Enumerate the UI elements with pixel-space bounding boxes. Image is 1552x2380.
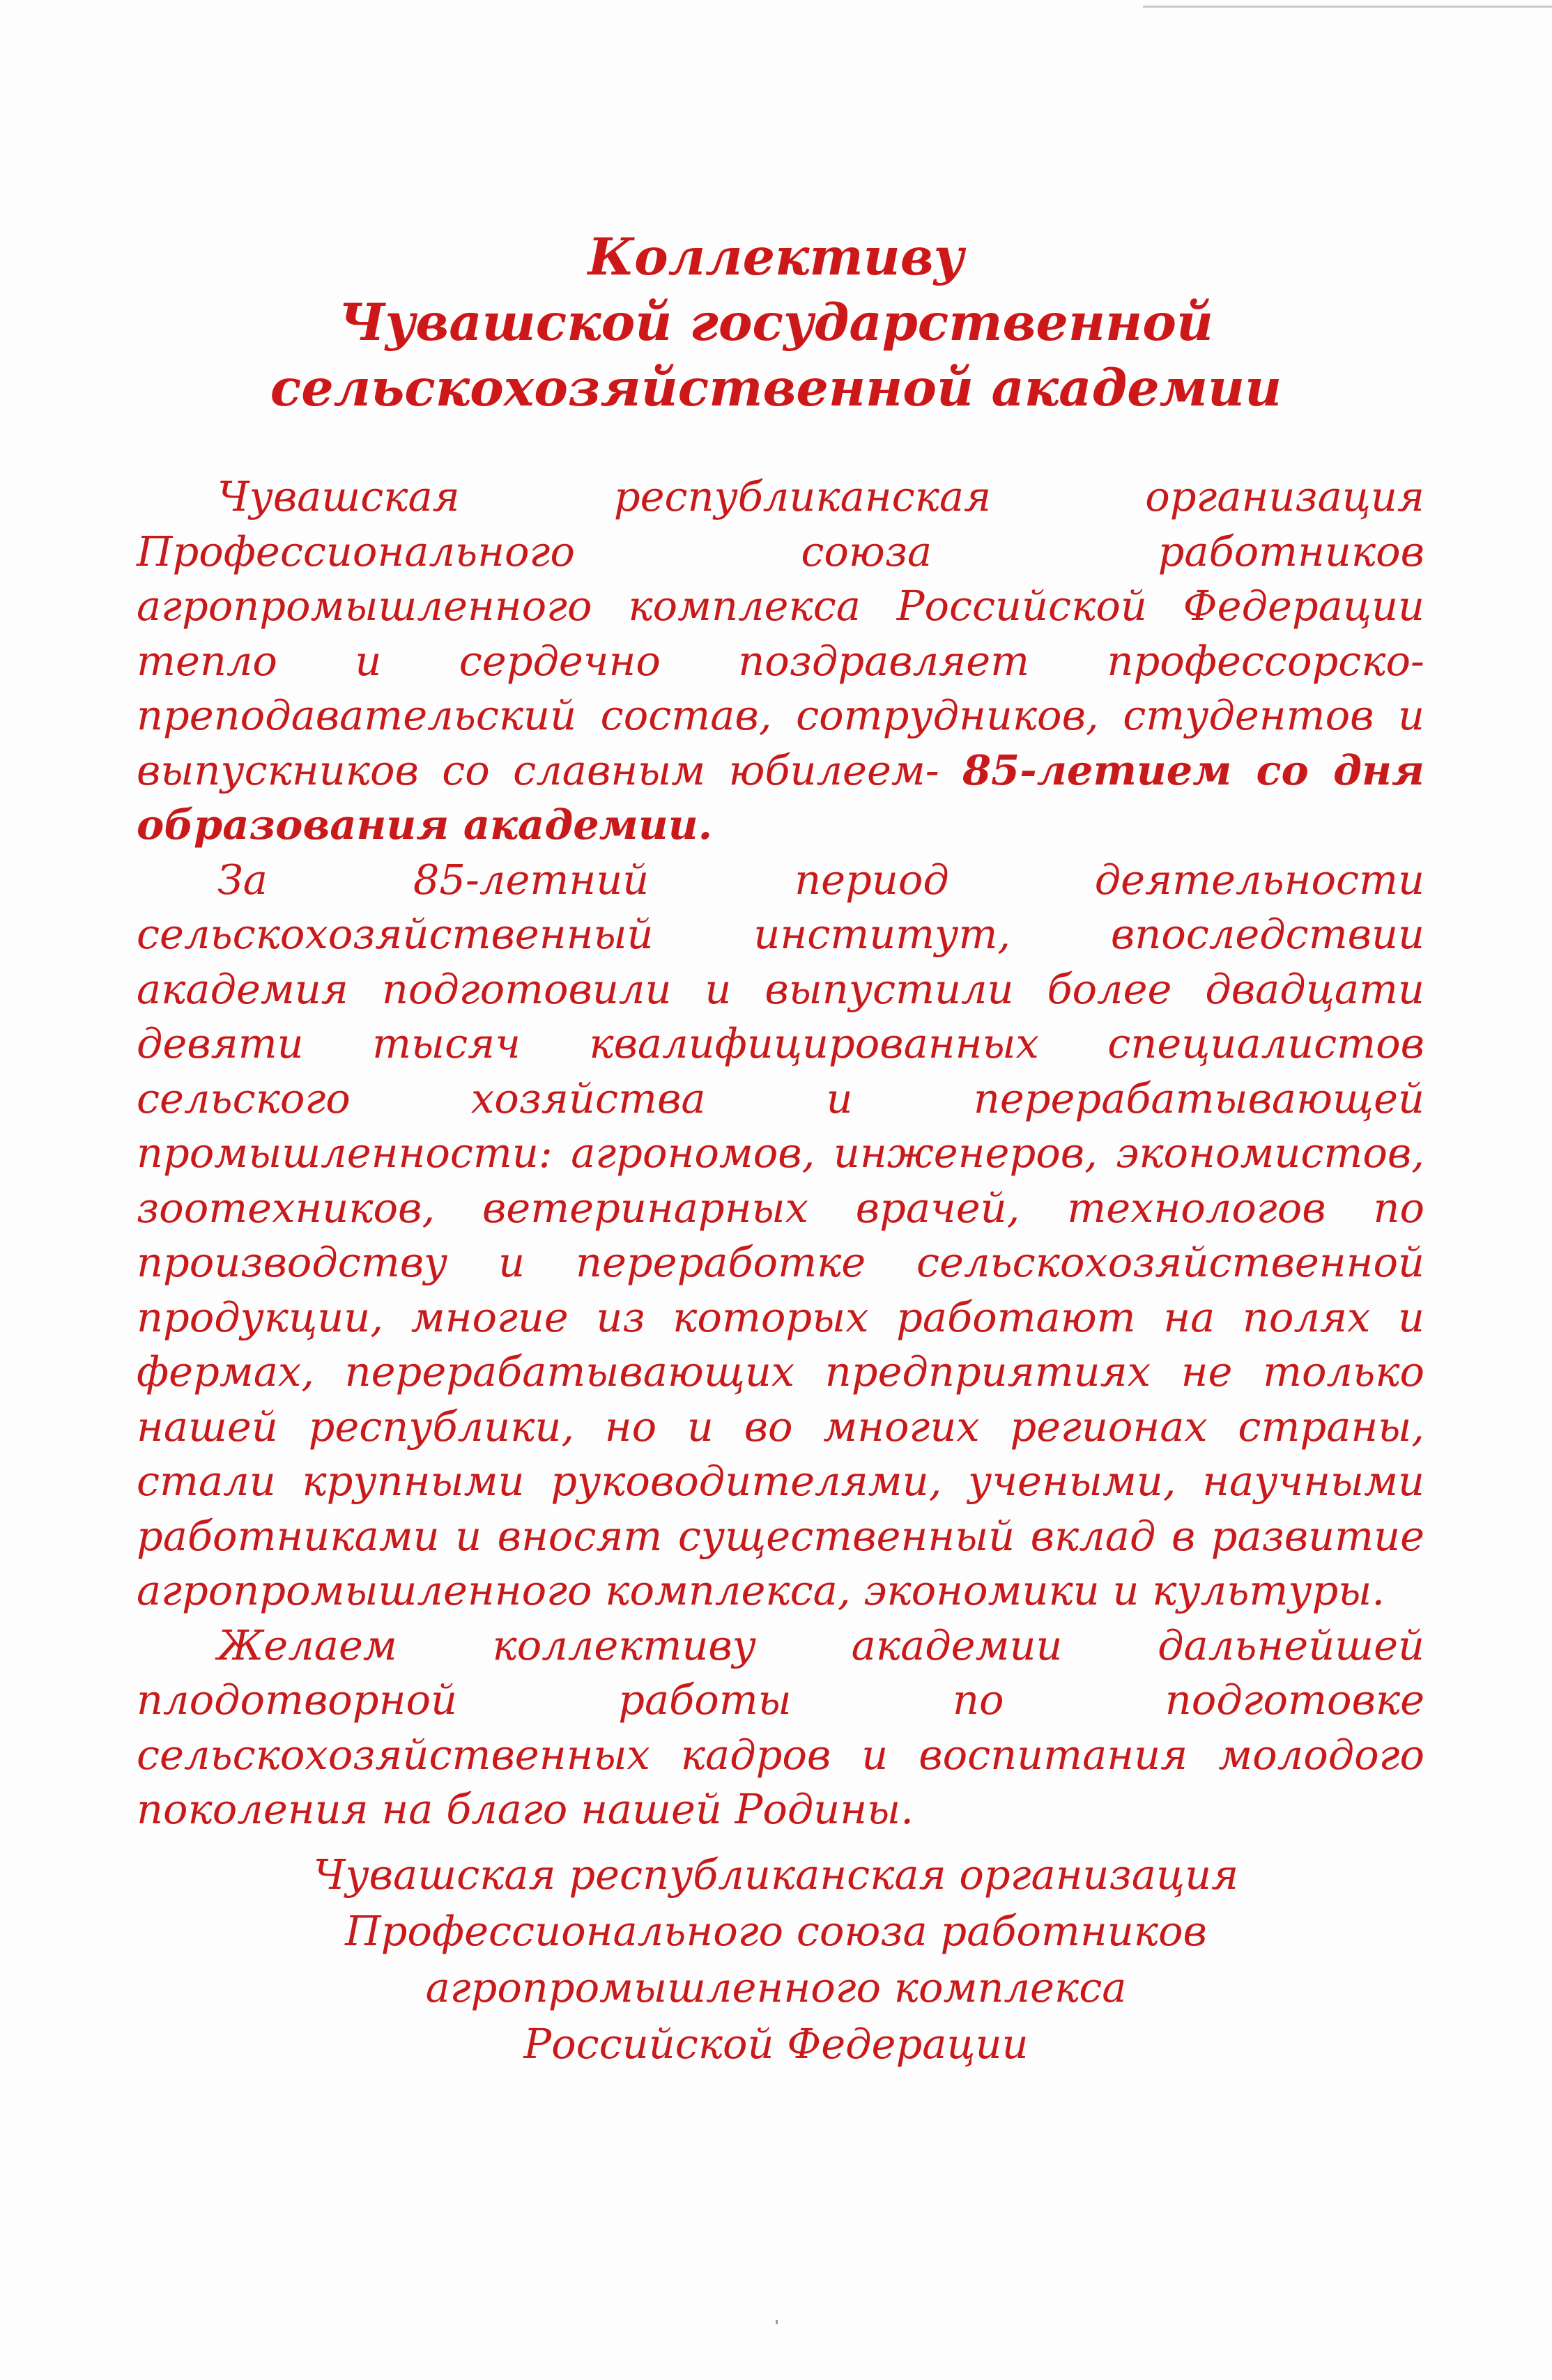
signature-block bbox=[0, 1846, 1552, 2072]
heading-line-1: Коллективу bbox=[587, 227, 965, 287]
signature-line-4: Российской Федерации bbox=[523, 2020, 1029, 2068]
scan-speck bbox=[776, 2320, 778, 2324]
paragraph-wishes: Желаем коллективу академии дальнейшей плодотворной работы по подготовке сельскохозяйственных кадров и воспитания молодого поколения на благо нашей Родины. bbox=[137, 1621, 1424, 1833]
heading-line-2: Чувашской государственной bbox=[338, 293, 1214, 353]
signature-line-3: агропромышленного комплекса bbox=[425, 1963, 1127, 2011]
jubilee-highlight: 85-летием со дня образования академии. bbox=[137, 745, 1425, 849]
signature-line-2: Профессионального союза работников bbox=[345, 1907, 1207, 1955]
letter-body bbox=[137, 470, 1424, 1837]
heading-line-3: сельскохозяйственной академии bbox=[270, 358, 1282, 418]
paragraph-history: За 85-летний период деятельности сельскохозяйственный институт, впоследствии академия подготовили и выпустили более двадцати девяти тысяч квалифицированных специалистов сельского хозяйства и перерабатывающей промышленности: агрономов, инженеров, экономистов, зоотехников, ветеринарных врачей, технологов по производству и переработке сельскохозяйственной продукции, многие из которых работают на полях и фермах, перерабатывающих предприятиях не только нашей республики, но и во многих регионах страны, стали крупными руководителями, учеными, научными работниками и вносят существенный вклад в развитие агропромышленного комплекса, экономики и культуры. bbox=[137, 855, 1424, 1614]
paragraph-greeting-text: Чувашская республиканская организация Профессионального союза работников агропромышленного комплекса Российской Федерации тепло и сердечно поздравляет профессорско-преподавательский состав, сотрудников, студентов и выпускников со славным юбилеем- bbox=[137, 472, 1424, 794]
signature-line-1: Чувашская республиканская организация bbox=[313, 1850, 1239, 1899]
addressee-heading bbox=[0, 224, 1552, 421]
scan-edge-line bbox=[1143, 6, 1552, 8]
paragraph-greeting bbox=[137, 470, 1424, 853]
